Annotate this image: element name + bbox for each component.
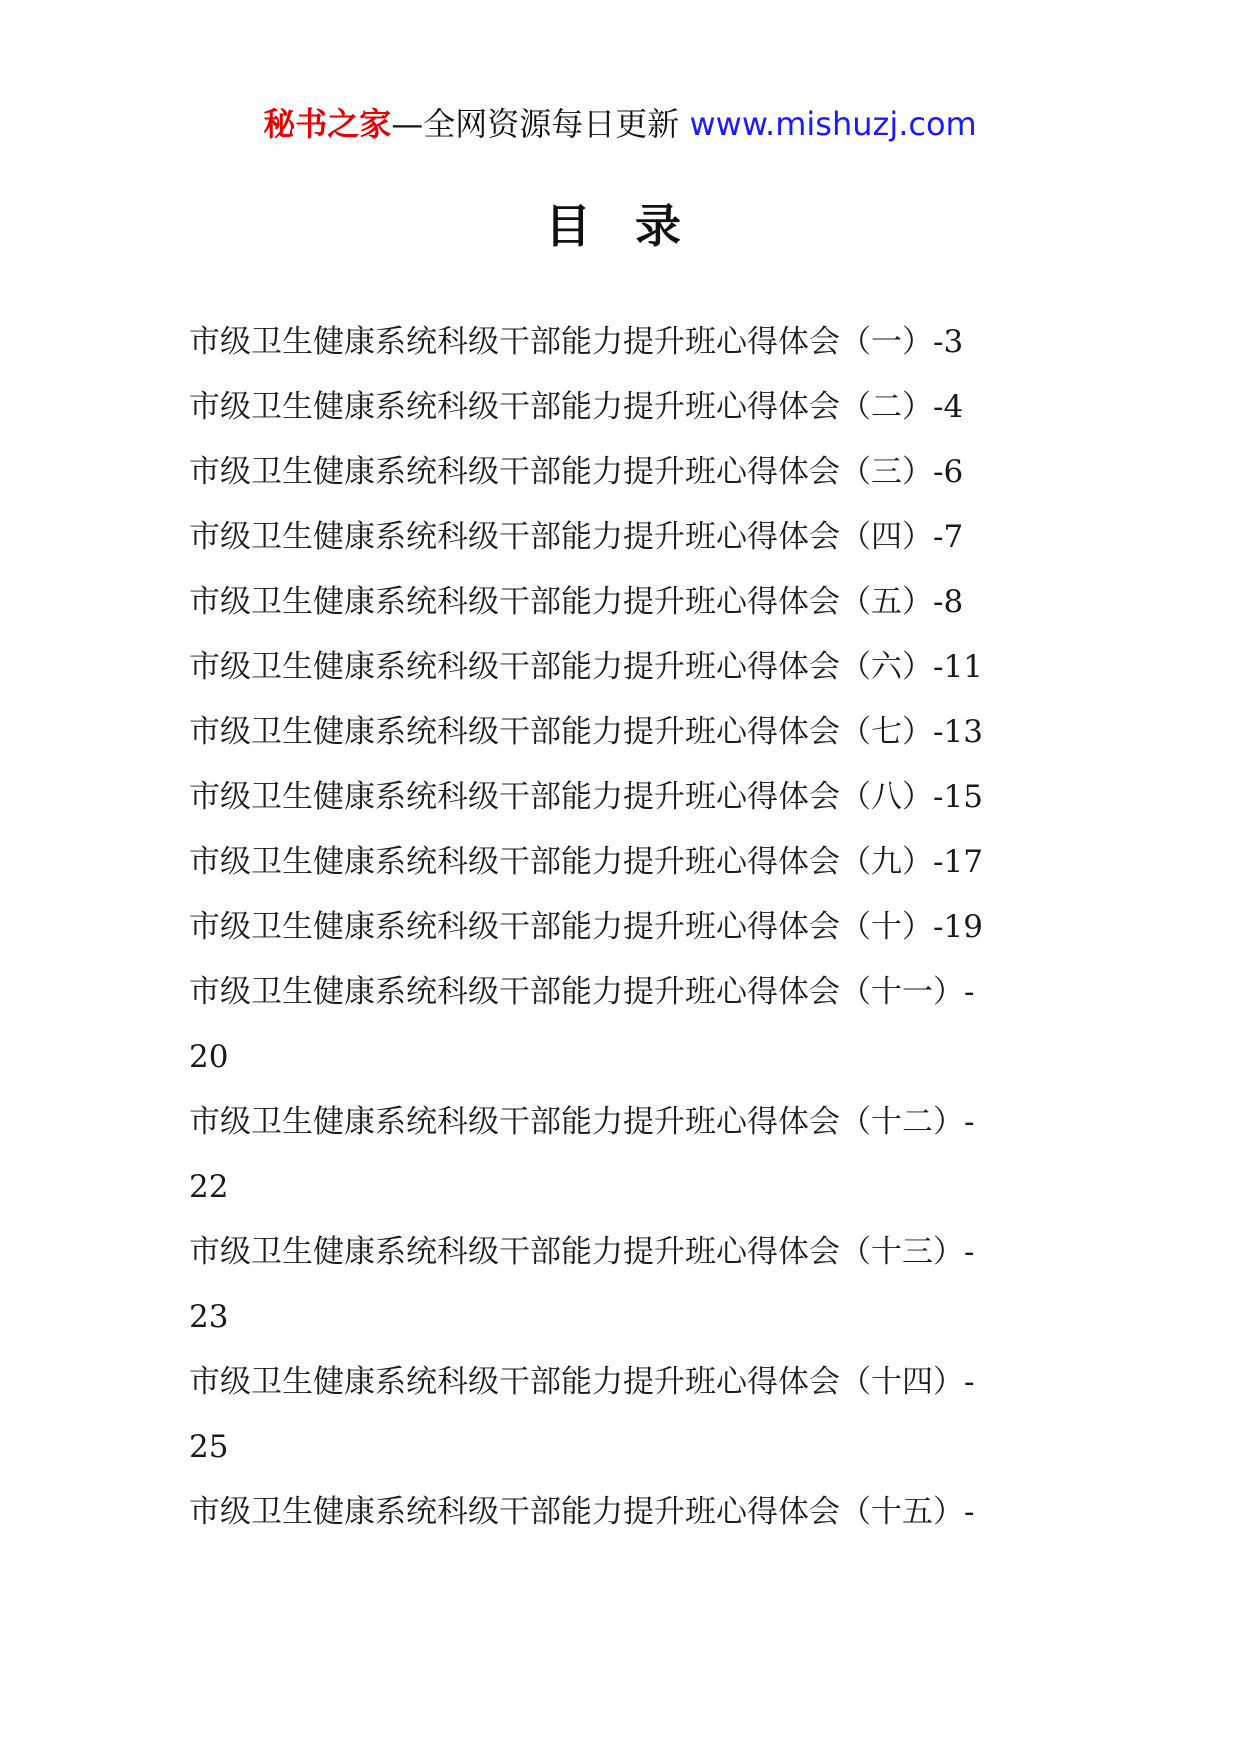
page-title: 目 录 [544,199,695,253]
site-brand: 秘书之家 [263,105,392,143]
toc-entry[interactable]: 市级卫生健康系统科级干部能力提升班心得体会（八）-15 [189,779,983,815]
toc-entry-page-number[interactable]: 20 [189,1039,229,1075]
toc-entry-page-number[interactable]: 22 [189,1169,229,1205]
toc-entry[interactable]: 市级卫生健康系统科级干部能力提升班心得体会（十一）- [189,974,975,1010]
toc-entry-page-number[interactable]: 23 [189,1299,229,1335]
toc-entry[interactable]: 市级卫生健康系统科级干部能力提升班心得体会（十四）- [189,1364,975,1400]
table-of-contents [189,310,1049,1545]
toc-entry-page-number[interactable]: 25 [189,1429,229,1465]
toc-entry[interactable]: 市级卫生健康系统科级干部能力提升班心得体会（六）-11 [189,649,983,685]
toc-entry[interactable]: 市级卫生健康系统科级干部能力提升班心得体会（十三）- [189,1234,975,1270]
site-header [0,102,1240,146]
toc-entry[interactable]: 市级卫生健康系统科级干部能力提升班心得体会（七）-13 [189,714,983,750]
toc-entry[interactable]: 市级卫生健康系统科级干部能力提升班心得体会（四）-7 [189,519,964,555]
site-url-link[interactable]: www.mishuzj.com [689,105,977,143]
toc-entry[interactable]: 市级卫生健康系统科级干部能力提升班心得体会（三）-6 [189,454,964,490]
toc-entry[interactable]: 市级卫生健康系统科级干部能力提升班心得体会（十五）- [189,1494,975,1530]
toc-entry[interactable]: 市级卫生健康系统科级干部能力提升班心得体会（五）-8 [189,584,964,620]
toc-entry[interactable]: 市级卫生健康系统科级干部能力提升班心得体会（十二）- [189,1104,975,1140]
site-slogan: —全网资源每日更新 [391,105,690,143]
toc-entry[interactable]: 市级卫生健康系统科级干部能力提升班心得体会（二）-4 [189,389,964,425]
toc-entry[interactable]: 市级卫生健康系统科级干部能力提升班心得体会（九）-17 [189,844,983,880]
toc-entry[interactable]: 市级卫生健康系统科级干部能力提升班心得体会（一）-3 [189,324,964,360]
toc-entry[interactable]: 市级卫生健康系统科级干部能力提升班心得体会（十）-19 [189,909,983,945]
